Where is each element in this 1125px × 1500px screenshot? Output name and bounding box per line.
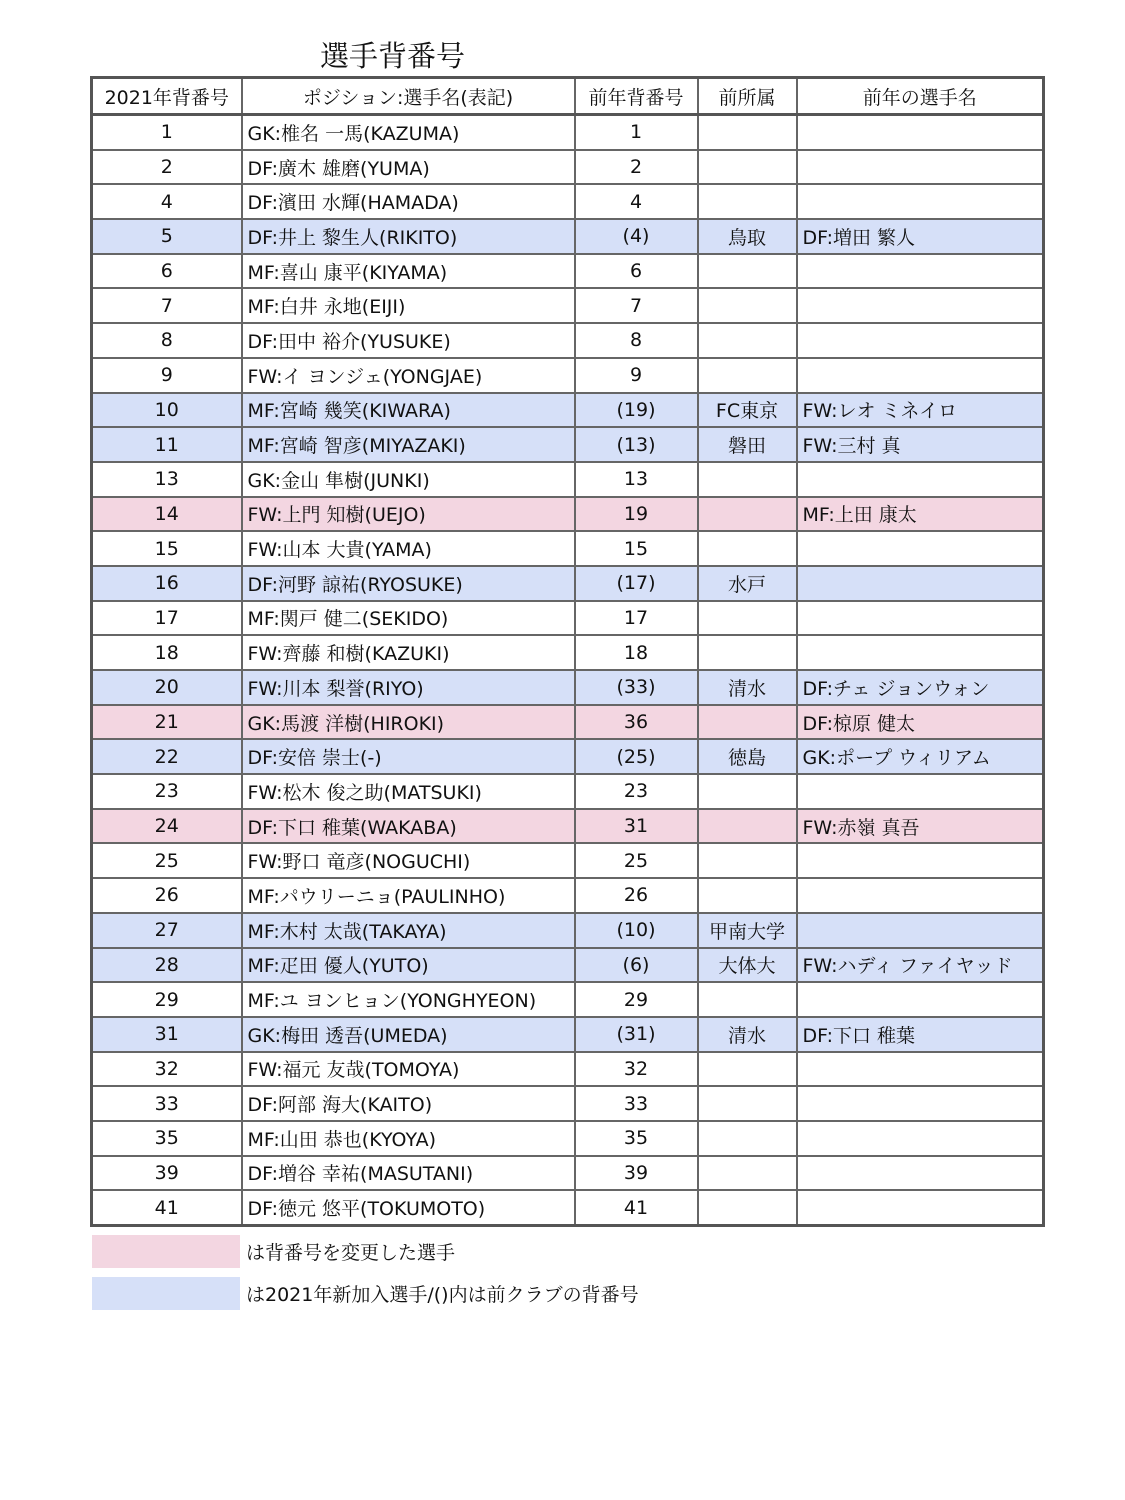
cell-prev-number: 26 <box>575 878 698 913</box>
column-header-prev-club: 前所属 <box>698 78 797 115</box>
cell-prev-club <box>698 254 797 289</box>
cell-player: DF:下口 稚葉(WAKABA) <box>242 809 575 844</box>
cell-prev-club <box>698 323 797 358</box>
cell-player: MF:ユ ヨンヒョン(YONGHYEON) <box>242 982 575 1017</box>
cell-prev-number: (6) <box>575 948 698 983</box>
cell-number: 1 <box>92 115 242 150</box>
cell-player: FW:川本 梨誉(RIYO) <box>242 670 575 705</box>
cell-prev-club <box>698 150 797 185</box>
cell-prev-club <box>698 843 797 878</box>
cell-player: FW:山本 大貴(YAMA) <box>242 531 575 566</box>
cell-number: 16 <box>92 566 242 601</box>
cell-player: DF:安倍 崇士(-) <box>242 739 575 774</box>
cell-prev-number: (19) <box>575 393 698 428</box>
cell-prev-number: 41 <box>575 1190 698 1225</box>
cell-prev-club: 清水 <box>698 670 797 705</box>
cell-prev-number: 2 <box>575 150 698 185</box>
cell-prev-number: 31 <box>575 809 698 844</box>
table-row <box>92 150 1044 185</box>
cell-prev-club <box>698 705 797 740</box>
cell-number: 10 <box>92 393 242 428</box>
cell-number: 32 <box>92 1052 242 1087</box>
cell-prev-player <box>797 184 1044 219</box>
legend-text-new: は2021年新加入選手/()内は前クラブの背番号 <box>246 1284 639 1306</box>
cell-prev-number: (13) <box>575 427 698 462</box>
table-row <box>92 809 1044 844</box>
cell-player: MF:関戸 健二(SEKIDO) <box>242 601 575 636</box>
cell-player: DF:廣木 雄磨(YUMA) <box>242 150 575 185</box>
table-row <box>92 184 1044 219</box>
cell-prev-player: FW:赤嶺 真吾 <box>797 809 1044 844</box>
cell-prev-player <box>797 1156 1044 1191</box>
cell-number: 4 <box>92 184 242 219</box>
cell-player: GK:椎名 一馬(KAZUMA) <box>242 115 575 150</box>
page-title: 選手背番号 <box>320 39 466 73</box>
cell-prev-club: 大体大 <box>698 948 797 983</box>
cell-number: 26 <box>92 878 242 913</box>
legend-swatch-changed <box>92 1235 240 1268</box>
cell-prev-number: 19 <box>575 497 698 532</box>
cell-prev-number: (10) <box>575 913 698 948</box>
cell-number: 25 <box>92 843 242 878</box>
cell-prev-number: 36 <box>575 705 698 740</box>
cell-player: DF:増谷 幸祐(MASUTANI) <box>242 1156 575 1191</box>
cell-prev-player: DF:増田 繁人 <box>797 219 1044 254</box>
cell-number: 7 <box>92 288 242 323</box>
legend-swatch-new <box>92 1277 240 1310</box>
cell-prev-number: 8 <box>575 323 698 358</box>
cell-prev-number: 18 <box>575 635 698 670</box>
table-row <box>92 601 1044 636</box>
table-header-row <box>92 78 1044 115</box>
cell-number: 6 <box>92 254 242 289</box>
cell-prev-player <box>797 601 1044 636</box>
cell-number: 17 <box>92 601 242 636</box>
cell-prev-player: FW:ハディ ファイヤッド <box>797 948 1044 983</box>
cell-prev-club <box>698 1121 797 1156</box>
table-row <box>92 219 1044 254</box>
cell-prev-number: 4 <box>575 184 698 219</box>
cell-player: FW:野口 竜彦(NOGUCHI) <box>242 843 575 878</box>
cell-player: FW:イ ヨンジェ(YONGJAE) <box>242 358 575 393</box>
cell-prev-player <box>797 913 1044 948</box>
roster-body <box>92 115 1044 1226</box>
cell-prev-player: FW:三村 真 <box>797 427 1044 462</box>
cell-prev-club: 清水 <box>698 1017 797 1052</box>
column-header-number: 2021年背番号 <box>92 78 242 115</box>
cell-player: MF:宮崎 智彦(MIYAZAKI) <box>242 427 575 462</box>
cell-prev-number: 15 <box>575 531 698 566</box>
cell-prev-number: (17) <box>575 566 698 601</box>
cell-prev-player <box>797 1190 1044 1225</box>
column-header-player: ポジション:選手名(表記) <box>242 78 575 115</box>
table-row <box>92 497 1044 532</box>
table-row <box>92 566 1044 601</box>
table-row <box>92 1156 1044 1191</box>
cell-prev-club <box>698 115 797 150</box>
cell-prev-player <box>797 254 1044 289</box>
cell-player: GK:梅田 透吾(UMEDA) <box>242 1017 575 1052</box>
cell-player: GK:金山 隼樹(JUNKI) <box>242 462 575 497</box>
table-row <box>92 1052 1044 1087</box>
cell-player: DF:徳元 悠平(TOKUMOTO) <box>242 1190 575 1225</box>
table-row <box>92 1086 1044 1121</box>
cell-prev-club: 甲南大学 <box>698 913 797 948</box>
cell-number: 15 <box>92 531 242 566</box>
cell-prev-player: FW:レオ ミネイロ <box>797 393 1044 428</box>
cell-prev-number: 32 <box>575 1052 698 1087</box>
cell-number: 13 <box>92 462 242 497</box>
cell-prev-player <box>797 288 1044 323</box>
cell-prev-player <box>797 462 1044 497</box>
cell-prev-player: DF:椋原 健太 <box>797 705 1044 740</box>
cell-prev-number: (33) <box>575 670 698 705</box>
table-row <box>92 288 1044 323</box>
cell-player: MF:宮崎 幾笑(KIWARA) <box>242 393 575 428</box>
table-row <box>92 948 1044 983</box>
cell-prev-club <box>698 878 797 913</box>
cell-number: 28 <box>92 948 242 983</box>
cell-player: FW:齊藤 和樹(KAZUKI) <box>242 635 575 670</box>
cell-prev-number: 6 <box>575 254 698 289</box>
table-row <box>92 427 1044 462</box>
cell-prev-player <box>797 323 1044 358</box>
cell-player: FW:上門 知樹(UEJO) <box>242 497 575 532</box>
cell-player: DF:河野 諒祐(RYOSUKE) <box>242 566 575 601</box>
cell-prev-club <box>698 358 797 393</box>
cell-number: 39 <box>92 1156 242 1191</box>
cell-prev-club <box>698 184 797 219</box>
table-row <box>92 1121 1044 1156</box>
table-row <box>92 393 1044 428</box>
cell-prev-player <box>797 635 1044 670</box>
cell-number: 24 <box>92 809 242 844</box>
table-row <box>92 635 1044 670</box>
cell-prev-club <box>698 774 797 809</box>
cell-number: 31 <box>92 1017 242 1052</box>
cell-prev-number: 7 <box>575 288 698 323</box>
table-row <box>92 323 1044 358</box>
cell-number: 41 <box>92 1190 242 1225</box>
cell-number: 8 <box>92 323 242 358</box>
column-header-prev-number: 前年背番号 <box>575 78 698 115</box>
cell-prev-club <box>698 462 797 497</box>
cell-prev-player <box>797 843 1044 878</box>
cell-player: MF:喜山 康平(KIYAMA) <box>242 254 575 289</box>
cell-prev-club <box>698 288 797 323</box>
cell-prev-number: (4) <box>575 219 698 254</box>
table-row <box>92 982 1044 1017</box>
table-row <box>92 739 1044 774</box>
cell-prev-number: 35 <box>575 1121 698 1156</box>
cell-prev-number: 33 <box>575 1086 698 1121</box>
cell-number: 9 <box>92 358 242 393</box>
cell-prev-player <box>797 878 1044 913</box>
cell-number: 23 <box>92 774 242 809</box>
cell-number: 5 <box>92 219 242 254</box>
table-row <box>92 115 1044 150</box>
table-row <box>92 1017 1044 1052</box>
cell-number: 14 <box>92 497 242 532</box>
table-row <box>92 358 1044 393</box>
cell-number: 21 <box>92 705 242 740</box>
cell-player: MF:疋田 優人(YUTO) <box>242 948 575 983</box>
cell-number: 29 <box>92 982 242 1017</box>
cell-prev-number: 17 <box>575 601 698 636</box>
cell-number: 18 <box>92 635 242 670</box>
table-row <box>92 774 1044 809</box>
cell-player: FW:松木 俊之助(MATSUKI) <box>242 774 575 809</box>
cell-prev-player <box>797 1086 1044 1121</box>
column-header-prev-player: 前年の選手名 <box>797 78 1044 115</box>
legend-new <box>92 1277 639 1310</box>
cell-prev-player <box>797 358 1044 393</box>
cell-prev-club: 磐田 <box>698 427 797 462</box>
cell-prev-club <box>698 497 797 532</box>
cell-prev-number: (31) <box>575 1017 698 1052</box>
cell-prev-player: GK:ポープ ウィリアム <box>797 739 1044 774</box>
cell-prev-number: 9 <box>575 358 698 393</box>
cell-prev-club <box>698 809 797 844</box>
cell-prev-number: 1 <box>575 115 698 150</box>
table-row <box>92 705 1044 740</box>
cell-prev-club <box>698 982 797 1017</box>
cell-prev-club <box>698 635 797 670</box>
cell-prev-player: MF:上田 康太 <box>797 497 1044 532</box>
cell-prev-club <box>698 1052 797 1087</box>
cell-prev-player: DF:下口 稚葉 <box>797 1017 1044 1052</box>
cell-player: MF:木村 太哉(TAKAYA) <box>242 913 575 948</box>
cell-number: 2 <box>92 150 242 185</box>
cell-prev-club <box>698 1086 797 1121</box>
table-row <box>92 843 1044 878</box>
cell-prev-player <box>797 531 1044 566</box>
cell-player: DF:濱田 水輝(HAMADA) <box>242 184 575 219</box>
table-row <box>92 878 1044 913</box>
cell-prev-club <box>698 531 797 566</box>
cell-prev-club <box>698 1156 797 1191</box>
cell-player: MF:山田 恭也(KYOYA) <box>242 1121 575 1156</box>
cell-prev-player <box>797 566 1044 601</box>
cell-number: 27 <box>92 913 242 948</box>
table-row <box>92 1190 1044 1225</box>
cell-prev-player <box>797 1121 1044 1156</box>
cell-prev-number: 23 <box>575 774 698 809</box>
cell-prev-club <box>698 601 797 636</box>
cell-prev-club: 水戸 <box>698 566 797 601</box>
cell-prev-club <box>698 1190 797 1225</box>
cell-prev-number: 29 <box>575 982 698 1017</box>
table-row <box>92 254 1044 289</box>
cell-number: 22 <box>92 739 242 774</box>
table-row <box>92 531 1044 566</box>
cell-prev-player <box>797 150 1044 185</box>
cell-number: 35 <box>92 1121 242 1156</box>
legend-changed <box>92 1235 455 1268</box>
table-row <box>92 670 1044 705</box>
legend-text-changed: は背番号を変更した選手 <box>246 1242 456 1264</box>
cell-player: DF:阿部 海大(KAITO) <box>242 1086 575 1121</box>
cell-player: DF:井上 黎生人(RIKITO) <box>242 219 575 254</box>
cell-prev-club: 鳥取 <box>698 219 797 254</box>
cell-prev-player <box>797 774 1044 809</box>
cell-player: DF:田中 裕介(YUSUKE) <box>242 323 575 358</box>
table-row <box>92 913 1044 948</box>
cell-prev-player <box>797 115 1044 150</box>
cell-prev-number: 13 <box>575 462 698 497</box>
cell-prev-player <box>797 982 1044 1017</box>
cell-prev-player <box>797 1052 1044 1087</box>
cell-prev-club: 徳島 <box>698 739 797 774</box>
table-row <box>92 462 1044 497</box>
cell-prev-number: 25 <box>575 843 698 878</box>
cell-prev-number: (25) <box>575 739 698 774</box>
cell-player: MF:白井 永地(EIJI) <box>242 288 575 323</box>
cell-prev-player: DF:チェ ジョンウォン <box>797 670 1044 705</box>
cell-player: MF:パウリーニョ(PAULINHO) <box>242 878 575 913</box>
cell-number: 20 <box>92 670 242 705</box>
cell-number: 11 <box>92 427 242 462</box>
cell-prev-club: FC東京 <box>698 393 797 428</box>
cell-prev-number: 39 <box>575 1156 698 1191</box>
roster-table <box>90 76 1045 1227</box>
cell-number: 33 <box>92 1086 242 1121</box>
cell-player: FW:福元 友哉(TOMOYA) <box>242 1052 575 1087</box>
cell-player: GK:馬渡 洋樹(HIROKI) <box>242 705 575 740</box>
